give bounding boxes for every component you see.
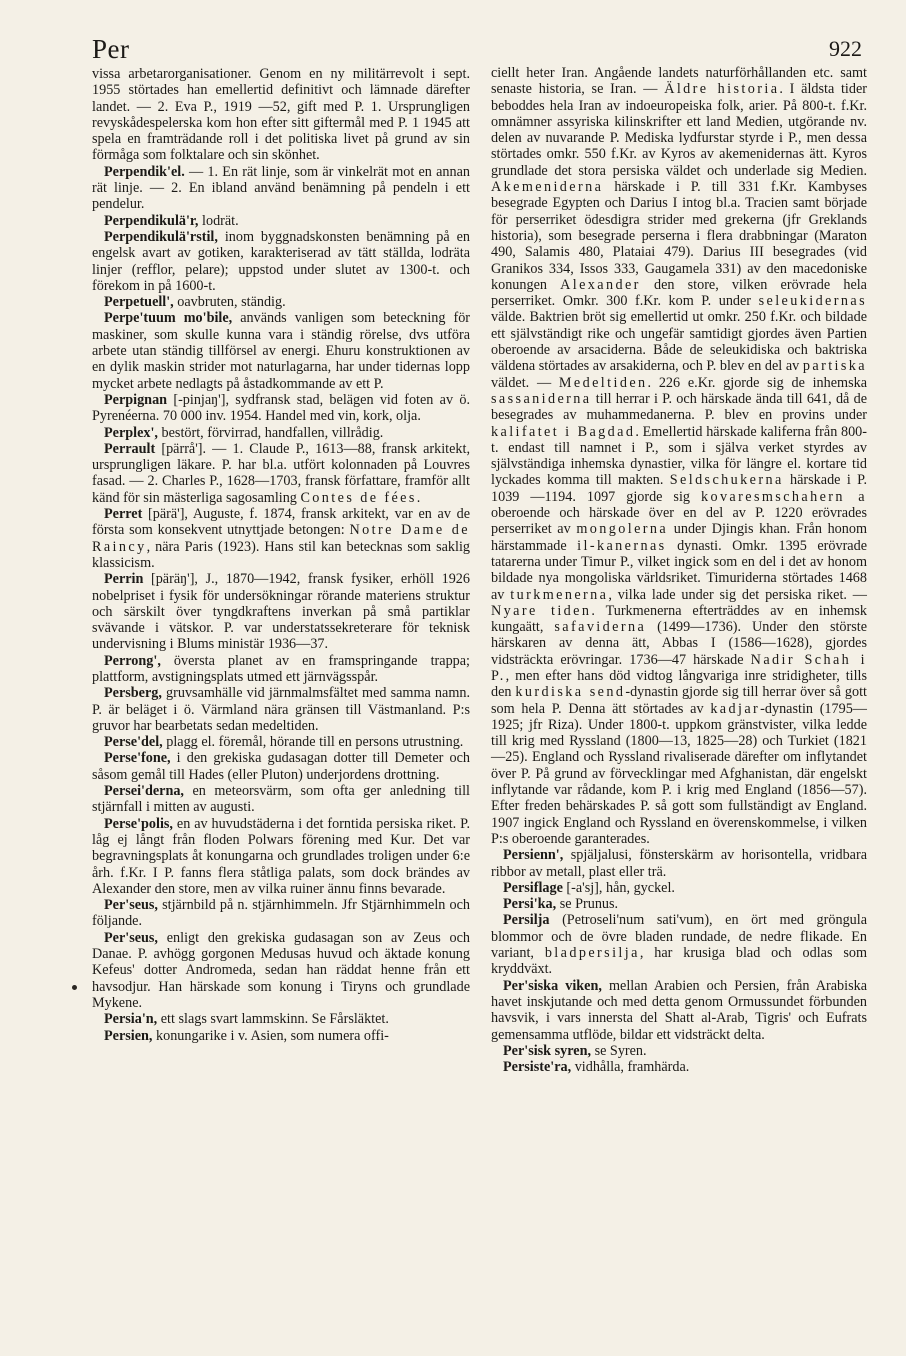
- headword: Perpendikulä'r,: [104, 212, 199, 229]
- definition-text: vidhålla, framhärda.: [571, 1059, 690, 1076]
- definition-text: [pärä'], Auguste, f. 1874, fransk arkitekt, var en av de första som konsekvent utnyttjade betongen:: [92, 506, 470, 539]
- definition-text: spjäljalusi, fönsterskärm av horisontella, vridbara ribbor av metall, plast eller trä.: [491, 847, 867, 880]
- body-text: härskade i P. till 331 f.Kr. Kambyses besegrade Egypten och Darius I intog bl.a. Tracien samt började för perserriket ödesdigra strider med grekerna (jfr Greklands historia), som besegrade perserna i flera drabbningar (Maraton 490, Salamis 480, Plataiai 479). Darius III besegrades (vid Granikos 334, Issos 333, Gaugamela 331) av den macedoniske konungen: [491, 179, 867, 293]
- definition-text: se Prunus.: [556, 896, 619, 913]
- definition-text: plagg el. föremål, hörande till en persons utrustning.: [162, 734, 464, 751]
- headword: Per'seus,: [104, 897, 158, 914]
- headword: Perpe'tuum mo'bile,: [104, 310, 233, 327]
- dictionary-entry: [92, 1011, 470, 1027]
- definition-text: inom byggnadskonsten benämning på en engelsk avart av gotiken, karakteriserad av tätt ställda, lodräta linjer (refflor, pelare); uppstod under slutet av 1300-t. och förekom in på 1600-t.: [92, 228, 470, 294]
- definition-text: se Syren.: [591, 1042, 647, 1059]
- headword: Persi'ka,: [503, 896, 557, 913]
- headword: Perse'del,: [104, 734, 163, 751]
- headword: Persien,: [104, 1027, 153, 1044]
- headword: Perret: [104, 506, 143, 523]
- body-text: . Emellertid härskade kaliferna från 800-t. endast till namnet i P., som i själva verket styrdes av självständiga inhemska dynastier, vilka för längre el. kortare tid lyckades komma till makten.: [491, 423, 867, 489]
- dictionary-entry: [92, 897, 470, 930]
- body-text: vissa arbetarorganisationer. Genom en ny militärrevolt i sept. 1955 störtades han emellertid definitivt och lämnade därefter landet. — 2. Eva P., 1919 —52, gift med P. 1. Ursprungligen revyskådespelerska kom hon efter sitt giftermål med P. 1 1945 att spela en framträdande roll i det politiska livet på grund av sin förmåga som folktalare och sin skönhet.: [92, 66, 470, 164]
- headword: Persia'n,: [104, 1011, 158, 1028]
- right-column: [491, 65, 867, 1075]
- headword: Perpendikulä'rstil,: [104, 228, 218, 245]
- dictionary-entry: [92, 734, 470, 750]
- headword: Persienn',: [503, 847, 564, 864]
- dictionary-entry: [92, 653, 470, 686]
- body-text: . Turkmenerna efterträddes av en inhemsk kungaätt,: [491, 602, 867, 636]
- dictionary-entry: [92, 506, 470, 571]
- definition-text: — 1. En rät linje, som är vinkelrät mot en annan rät linje. — 2. En ibland använd benämning på pendeln i ett pendelur.: [92, 163, 470, 213]
- spaced-emphasis: partiska: [802, 358, 867, 375]
- body-text: , har krusiga blad och odlas som kryddväxt.: [491, 945, 867, 978]
- spaced-emphasis: Medeltiden: [558, 374, 648, 391]
- headword: Perpetuell',: [104, 294, 174, 311]
- dictionary-entry: [92, 392, 470, 425]
- headword: Persei'derna,: [104, 783, 184, 800]
- definition-text: stjärnbild på n. stjärnhimmeln. Jfr Stjärnhimmeln och följande.: [92, 897, 470, 930]
- definition-text: (Petroseli'num sati'vum), en ört med gröngula blommor och de övre bladen rundade, de nedre flikade. En variant,: [491, 912, 867, 962]
- spaced-emphasis: Nyare tiden: [491, 602, 592, 619]
- dictionary-entry: [92, 213, 470, 229]
- spaced-emphasis: Akemeniderna: [491, 179, 604, 196]
- spaced-emphasis: kovaresmschahern a: [700, 488, 867, 505]
- running-head: Per: [92, 34, 130, 64]
- definition-text: ett slags svart lammskinn. Se Fårsläktet.: [157, 1011, 389, 1028]
- headword: Perse'fone,: [104, 750, 171, 767]
- continued-text: [92, 66, 470, 164]
- spaced-emphasis: il-kanernas: [577, 537, 667, 554]
- definition-text: lodrät.: [198, 212, 239, 229]
- dictionary-entry: [92, 571, 470, 652]
- body-text: ciellt heter Iran. Angående landets naturförhållanden etc. samt senaste historia, se Iran. —: [491, 65, 867, 98]
- dictionary-entry: [491, 847, 867, 880]
- page-number: 922: [829, 36, 862, 61]
- definition-text: enligt den grekiska gudasagan son av Zeus och Danae. P. avhögg gorgonen Medusas huvud och äktade konung Kefeus' dotter Andromeda, sedan han räddat henne från ett havsodjur. Han härskade som konung i Tiryns och grundlade Mykene.: [92, 929, 470, 1011]
- body-text: -dynastin gjorde sig till herrar över så gott som hela P. Denna ätt störtades av: [491, 684, 867, 717]
- headword: Per'sisk syren,: [503, 1042, 592, 1059]
- spaced-emphasis: kadjar: [710, 700, 761, 717]
- spaced-emphasis: safaviderna: [554, 619, 647, 636]
- definition-text: [pärrå']. — 1. Claude P., 1613—88, fransk arkitekt, ursprungligen läkare. P. har bl.a. utfört kolonnaden på Louvres fasad. — 2. Charles P., 1628—1703, fransk författare, framför allt känd för sin mästerliga sagosamling: [92, 440, 470, 506]
- dictionary-entry: [92, 930, 470, 1011]
- body-text: härskade i P. 1039 —1194. 1097 gjorde sig: [491, 472, 867, 505]
- definition-text: [-pinjaŋ'], sydfransk stad, belägen vid foten av ö. Pyrenéerna. 70 000 inv. 1954. Handel med vin, kork, olja.: [92, 391, 470, 425]
- headword: Perpendik'el.: [104, 163, 185, 180]
- headword: Perrong',: [104, 652, 161, 669]
- dictionary-entry: [92, 750, 470, 783]
- dictionary-entry: [92, 425, 470, 441]
- body-text: .: [416, 489, 421, 506]
- spaced-emphasis: kalifatet i Bagdad: [491, 423, 636, 440]
- body-text: väldet. —: [491, 374, 559, 391]
- dictionary-entry: [491, 912, 867, 977]
- spaced-emphasis: Alexander: [560, 276, 641, 293]
- definition-text: bestört, förvirrad, handfallen, villrådig.: [157, 424, 384, 441]
- headword: Persberg,: [104, 685, 162, 702]
- dictionary-entry: [92, 441, 470, 506]
- spaced-emphasis: Nadir Schah i P.: [491, 651, 867, 684]
- definition-text: en av huvudstäderna i det forntida persiska riket. P. låg ej långt från floden Polwars förening med Kur. Det var begravningsplats åt konungarna och grundlades troligen under 6:e årh. f.Kr. I P. fanns flera ståtliga palats, som dock brändes av Alexander den store, men av vilka ruiner ännu finns bevarade.: [92, 815, 470, 897]
- body-text: , nära Paris (1923). Hans stil kan betecknas som saklig klassicism.: [92, 538, 470, 571]
- dictionary-entry: [92, 783, 470, 816]
- body-text: oberoende och härskade över en del av P. 1220 erövrades perserriket av: [491, 505, 867, 538]
- dictionary-entry: [491, 896, 867, 912]
- headword: Persilja: [503, 912, 550, 929]
- body-text: , vilka lade under sig det persiska riket. —: [608, 586, 867, 603]
- continued-text: [491, 65, 867, 847]
- body-text: dynasti. Omkr. 1395 erövrade tatarerna under Timur P., vilket ingick som en del i det av honom bildade nya mongoliska världsriket. Timuriderna störtades 1468 av: [491, 537, 867, 603]
- spaced-emphasis: Notre Dame de Raincy: [92, 522, 470, 555]
- body-text: -dynastin (1795—1925; jfr Riza). Under 1800-t. uppkom gränstvister, vilka ledde till krig med Ryssland (1800—13, 1825—28) och Turkiet (1821—25). England och Ryssland rivaliserade därefter om inflytandet över P. På grund av förvecklingar med Afghanistan, där engelskt inflytande var rådande, kom P. i krig med England (1856—57). Efter freden behärskades P. så gott som fullständigt av England. 1907 ingick England och Ryssland en överenskommelse, i vilken P:s oberoende garanterades.: [491, 700, 867, 847]
- headword: Per'siska viken,: [503, 977, 602, 994]
- dictionary-entry: [92, 685, 470, 734]
- definition-text: [päräŋ'], J., 1870—1942, fransk fysiker, erhöll 1926 nobelpriset i fysik för undersökningar rörande materiens struktur och särskilt över tyngdkraftens inverkan på små partiklar svävande i vätskor. P. var understatssekreterare för teknisk undervisning i Blums ministär 1936—37.: [92, 571, 470, 653]
- body-text: till herrar i P. och härskade ända till 641, då de besegrades av muhammedanerna. P. blev en provins under: [491, 390, 867, 424]
- headword: Perplex',: [104, 424, 158, 441]
- definition-text: oavbruten, ständig.: [173, 294, 286, 311]
- definition-text: används vanligen som beteckning för maskiner, som skulle kunna vara i ständig rörelse, dvs utföra arbete utan ständig tillförsel av energi. Ehuru konstruktionen av en dylik maskin strider mot naturlagarna, har under tidernas lopp mycket arbete nedlagts på åstadkommande av ett P.: [92, 310, 471, 392]
- body-text: . I äldsta tider beboddes hela Iran av indoeuropeiska folk, arier. På 800-t. f.Kr. omnämner assyriska kilinskrifter ett land Medien, utgörande nv. delen av nuvarande P. Mediska lydfurstar styrde i P., men dessa störtades omkr. 550 f.Kr. av Kyros av akemenidernas ätt. Kyros grundlade det stora persiska väldet och underlade sig Medien.: [491, 81, 867, 179]
- spaced-emphasis: Contes de fées: [300, 489, 417, 506]
- spaced-emphasis: mongolerna: [576, 521, 669, 538]
- headword: Perse'polis,: [104, 815, 173, 832]
- dictionary-entry: [491, 978, 867, 1043]
- spaced-emphasis: seleukidernas: [758, 293, 867, 310]
- margin-dot: [72, 985, 77, 990]
- definition-text: översta planet av en framspringande trappa; plattform, avstigningsplats utmed ett järnvägsspår.: [92, 652, 470, 685]
- headword: Perrault: [104, 440, 156, 457]
- spaced-emphasis: sassaniderna: [491, 390, 592, 407]
- definition-text: gruvsamhälle vid järnmalmsfältet med samma namn. P. är beläget i ö. Värmland nära gränsen till Västmanland. P:s gruvor har bearbetats sedan medeltiden.: [92, 685, 470, 734]
- spaced-emphasis: Äldre historia: [664, 81, 780, 98]
- left-column: [92, 66, 470, 1044]
- body-text: välde. Baktrien bröt sig emellertid ut omkr. 250 f.Kr. och bildade ett självständigt rike och ungefär samtidigt gjordes även Partien oberoende av arsaciderna. Både de seleukidiska och baktriska väldena störtades av arsakiderna, och P. blev en del av: [491, 309, 867, 375]
- spaced-emphasis: kurdiska send: [515, 684, 626, 701]
- body-text: . 226 e.Kr. gjorde sig de inhemska: [647, 374, 867, 391]
- definition-text: konungarike i v. Asien, som numera offi-: [152, 1027, 389, 1044]
- headword: Perpignan: [104, 391, 168, 408]
- body-text: under Djingis khan. Från honom härstammade: [491, 521, 867, 554]
- dictionary-entry: [92, 294, 470, 310]
- spaced-emphasis: Seldschukerna: [669, 472, 784, 489]
- headword: Persiflage: [503, 879, 563, 896]
- dictionary-entry: [92, 1028, 470, 1044]
- headword: Perrin: [104, 571, 144, 588]
- dictionary-entry: [491, 880, 867, 896]
- definition-text: [-a'sj], hån, gyckel.: [562, 879, 675, 896]
- dictionary-entry: [491, 1059, 867, 1075]
- dictionary-entry: [92, 310, 470, 391]
- body-text: den store, vilken erövrade hela perserriket. Omkr. 300 f.Kr. kom P. under: [491, 276, 867, 310]
- definition-text: en meteorsvärm, som ofta ger anledning till stjärnfall i mitten av augusti.: [92, 783, 470, 816]
- headword: Persiste'ra,: [503, 1059, 572, 1076]
- dictionary-entry: [92, 816, 470, 897]
- body-text: (1499—1736). Under den störste härskaren av denna ätt, Abbas I (1586—1628), gjordes vidsträckta erövringar. 1736—47 härskade: [491, 619, 867, 668]
- body-text: , men efter hans död vidtog långvariga inre stridigheter, tills den: [491, 667, 867, 701]
- definition-text: mellan Arabien och Persien, från Arabiska havet inskjutande och med detta genom Ormussundet förbunden havsvik, i vars innersta del Shatt al-Arab, Tigris' och Eufrats gemensamma utflöde, bildar ett vidsträckt delta.: [491, 977, 867, 1043]
- definition-text: i den grekiska gudasagan dotter till Demeter och såsom gemål till Hades (eller Pluton) underjordens drottning.: [92, 750, 470, 783]
- dictionary-entry: [491, 1043, 867, 1059]
- headword: Per'seus,: [104, 929, 158, 946]
- spaced-emphasis: turkmenerna: [510, 586, 609, 603]
- dictionary-entry: [92, 164, 470, 213]
- spaced-emphasis: bladpersilja: [544, 945, 640, 962]
- dictionary-entry: [92, 229, 470, 294]
